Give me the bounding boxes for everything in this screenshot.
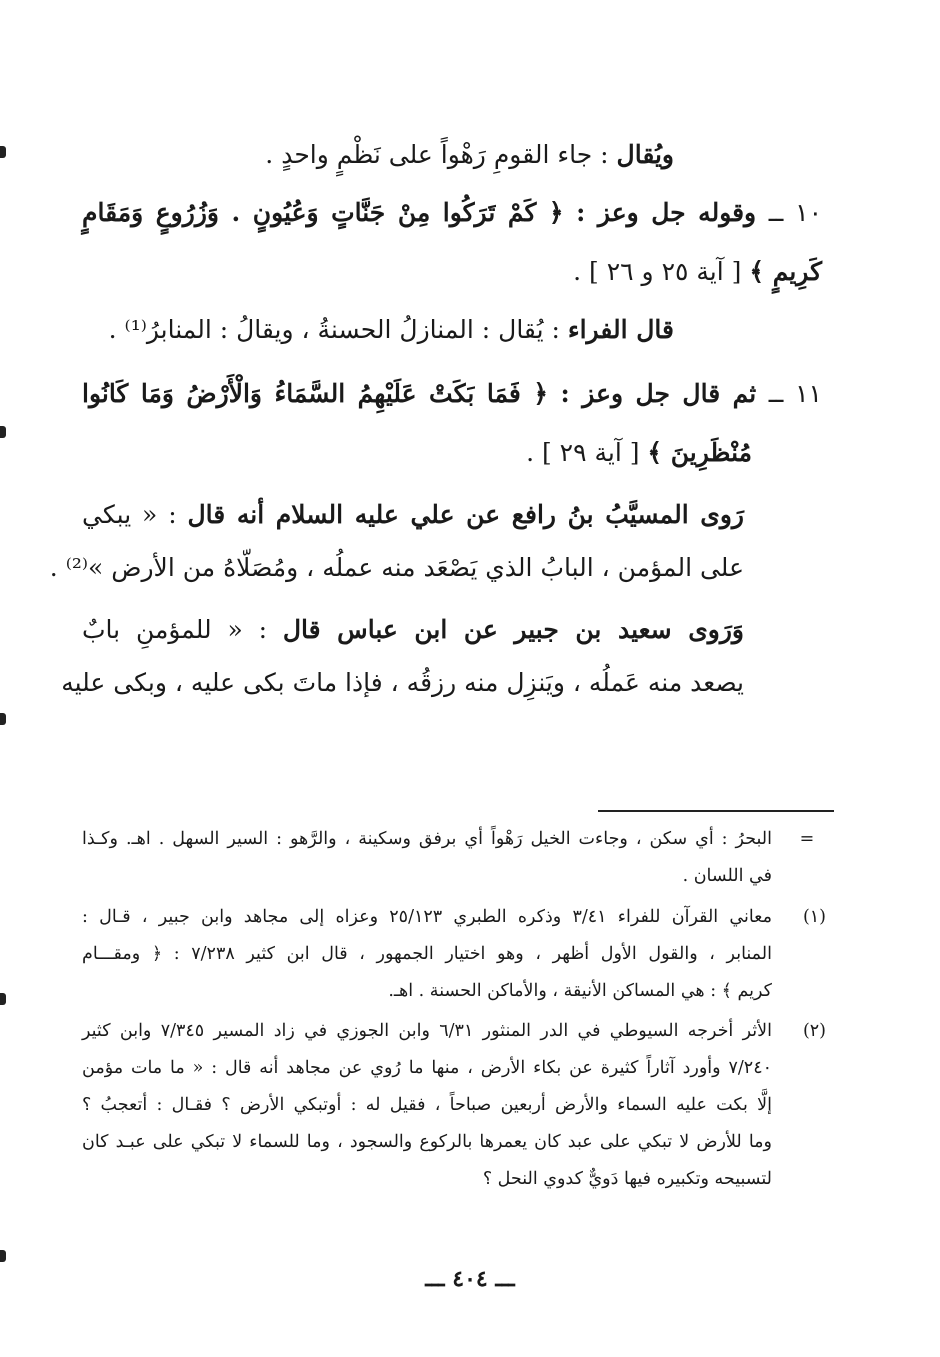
footnote-continued-line: البحرُ : أي سكن ، وجاءت الخيل رَهْواً أي برفق وسكينة ، والرَّهو : السير السهل . اهـ. وكـذا (82, 829, 772, 849)
footnote-2-line: ٧/٢٤٠ وأورد آثاراً كثيرة عن بكاء الأرض ، منها ما رُوي عن مجاهد أنه قال : « ما مات مؤمن (82, 1058, 772, 1078)
footnote-2-line: لتسبيحه وتكبيره فيها دَويٌّ كدوي النحل ؟ (482, 1169, 772, 1189)
footnote-continued-line: في اللسان . (682, 866, 772, 886)
page-number: ـــ ٤٠٤ ـــ (425, 1266, 515, 1292)
quran-verse: مُنْظَرِينَ ﴾ (647, 438, 752, 467)
main-line-8 (50, 553, 744, 582)
quran-verse: كَرِيمٍ ﴾ (749, 257, 822, 286)
main-line-3 (573, 257, 822, 286)
footnote-2-line: الأثر أخرجه السيوطي في الدر المنثور ٦/٣١ وابن الجوزي في زاد المسير ٧/٣٤٥ وابن كثير (82, 1021, 772, 1041)
footnote-marker: (١) (802, 907, 826, 927)
verse-ref: [ آية ٢٩ ] . (526, 438, 648, 467)
margin-mark (0, 713, 6, 725)
footnote-rule (598, 810, 834, 812)
line-text: يصعد منه عَملُه ، ويَنزِل منه رزقُه ، فإذا ماتَ بكى عليه ، وبكى عليه (61, 668, 744, 697)
footnote-2-line: إلَّا بكت عليه السماء والأرض أربعين صباحاً ، فقيل له : أوتبكي الأرض ؟ فقـال : أتعجبُ ؟ (82, 1095, 772, 1115)
quran-verse: ثم قال جل وعز : ﴿ فَمَا بَكَتْ عَلَيْهِمُ السَّمَاءُ وَالْأَرْضُ وَمَا كَانُوا (82, 379, 769, 408)
narration-chain: وَرَوى سعيد بن جبير عن ابن عباس قال (282, 615, 744, 644)
footnote-1-line: المنابر ، والقول الأول أظهر ، وهو اختيار الجمهور ، قال ابن كثير ٧/٢٣٨ : ﴿ ومقـــام (82, 944, 772, 964)
margin-mark (0, 146, 6, 158)
footnote-1-line: كريم ﴾ : هي المساكن الأنيقة ، والأماكن الحسنة . اهـ. (388, 981, 772, 1001)
footnote-marker: = (799, 829, 815, 849)
line-text: على المؤمن ، البابُ الذي يَصْعَد منه عملُه ، ومُصَلّاهُ من الأرض »⁽²⁾ . (49, 553, 744, 582)
footnote-marker: (٢) (802, 1021, 826, 1041)
margin-mark (0, 993, 6, 1005)
main-line-4 (109, 315, 674, 344)
line-text: : جاء القومِ رَهْواً على نَظْمٍ واحدٍ . (265, 140, 617, 169)
main-line-1 (265, 140, 674, 169)
verse-ref: [ آية ٢٥ و ٢٦ ] . (573, 257, 750, 286)
main-line-2 (82, 198, 822, 227)
main-line-5 (82, 379, 822, 408)
margin-mark (0, 426, 6, 438)
footnote-2-line: وما للأرض لا تبكي على عبد كان يعمرها بالركوع والسجود ، وما للسماء لا تبكي على عبـد كان (82, 1132, 772, 1152)
main-line-6 (526, 438, 752, 467)
label-yuqal: ويُقال (616, 140, 674, 169)
item-number: ١١ ــ (768, 379, 822, 408)
line-text: : « يبكي (82, 500, 188, 529)
line-text: : « للمؤمنِ بابٌ (82, 615, 283, 644)
item-number: ١٠ ــ (768, 198, 822, 227)
footnote-1-line: معاني القرآن للفراء ٣/٤١ وذكره الطبري ٢٥/١٢٣ وعزاه إلى مجاهد وابن جبير ، قـال : (82, 907, 773, 927)
quran-verse: وقوله جل وعز : ﴿ كَمْ تَرَكُوا مِنْ جَنَّاتٍ وَعُيُونٍ . وَزُرُوعٍ وَمَقَامٍ (82, 198, 769, 227)
narration-chain: رَوى المسيَّبُ بنُ رافع عن علي عليه السلام أنه قال (187, 500, 744, 529)
main-line-10 (61, 668, 744, 697)
label-farra: قال الفراء (567, 315, 674, 344)
margin-mark (0, 1250, 6, 1262)
line-text: : يُقال : المنازلُ الحسنةُ ، ويقالُ : المنابرُ⁽¹⁾ . (108, 315, 568, 344)
main-line-7 (82, 500, 744, 529)
main-line-9 (82, 615, 744, 644)
